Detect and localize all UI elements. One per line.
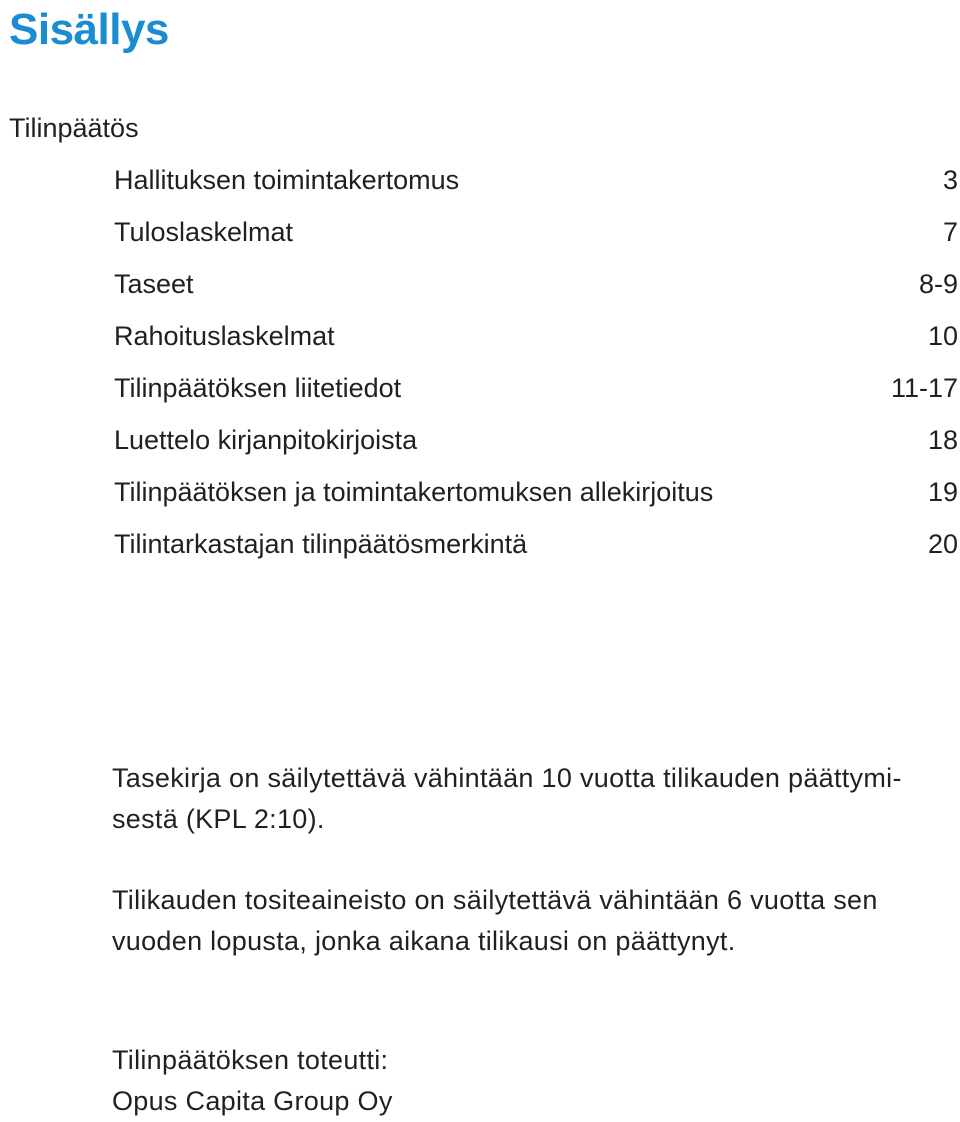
toc-page-number: 18 xyxy=(927,425,958,455)
toc-row xyxy=(114,474,958,526)
toc-page-number: 11-17 xyxy=(890,373,958,403)
toc-label: Taseet xyxy=(114,269,194,299)
toc-row xyxy=(114,162,958,214)
producer-label: Tilinpäätöksen toteutti: xyxy=(112,1045,389,1075)
retention-note-line: sestä (KPL 2:10). xyxy=(112,804,325,834)
toc-label: Hallituksen toimintakertomus xyxy=(114,165,460,195)
toc-label: Tilinpäätöksen liitetiedot xyxy=(114,373,402,403)
producer-name: Opus Capita Group Oy xyxy=(112,1086,393,1116)
toc-page-number: 8-9 xyxy=(918,269,958,299)
toc-page-number: 3 xyxy=(942,165,958,195)
toc-label: Tuloslaskelmat xyxy=(114,217,294,247)
toc-label: Tilintarkastajan tilinpäätösmerkintä xyxy=(114,529,528,559)
toc-page-number: 20 xyxy=(927,529,958,559)
table-of-contents xyxy=(114,162,958,578)
page-title: Sisällys xyxy=(9,5,169,54)
toc-label: Rahoituslaskelmat xyxy=(114,321,335,351)
toc-row xyxy=(114,526,958,578)
toc-row xyxy=(114,266,958,318)
toc-row xyxy=(114,318,958,370)
producer-credit xyxy=(112,1040,958,1122)
toc-label: Tilinpäätöksen ja toimintakertomuksen allekirjoitus xyxy=(114,477,714,507)
toc-row xyxy=(114,422,958,474)
retention-note-vouchers xyxy=(112,880,958,962)
toc-label: Luettelo kirjanpitokirjoista xyxy=(114,425,418,455)
retention-note-line: Tasekirja on säilytettävä vähintään 10 vuotta tilikauden päättymi- xyxy=(112,763,902,793)
retention-note-bookkeeping xyxy=(112,758,958,840)
section-heading: Tilinpäätös xyxy=(9,113,139,143)
retention-note-line: vuoden lopusta, jonka aikana tilikausi on päättynyt. xyxy=(112,926,736,956)
toc-row xyxy=(114,214,958,266)
toc-page-number: 19 xyxy=(927,477,958,507)
retention-note-line: Tilikauden tositeaineisto on säilytettävä vähintään 6 vuotta sen xyxy=(112,885,878,915)
toc-page-number: 7 xyxy=(942,217,958,247)
toc-row xyxy=(114,370,958,422)
toc-page-number: 10 xyxy=(927,321,958,351)
